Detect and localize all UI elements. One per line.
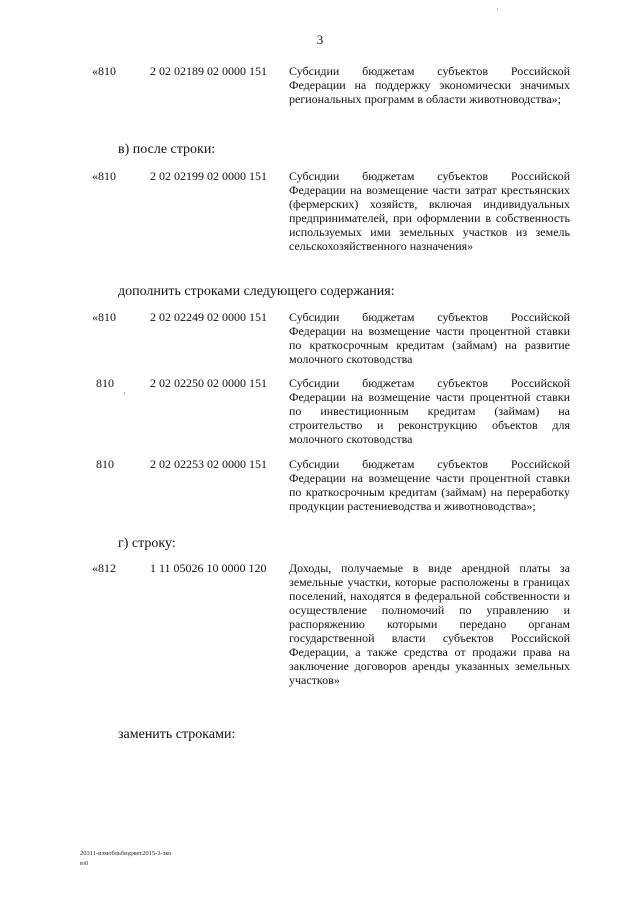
budget-code: 2 02 02189 02 0000 151 [150,64,267,78]
line-description: Субсидии бюджетам субъектов Российской Федерации на возмещение части процентной ставки по краткосрочным кредитам (займам) на переработку продукции растениеводства и животноводства»; [289,457,570,513]
budget-code: 2 02 02199 02 0000 151 [150,169,267,183]
table-row [92,169,570,253]
admin-code: «810 [92,64,116,78]
admin-code: «810 [92,169,116,183]
footer-file-suffix: ю0 [80,860,89,867]
budget-code: 2 02 02253 02 0000 151 [150,457,267,471]
scan-speck: ' [124,391,126,400]
footer-file-code: 20311-измобльбюджет2015-3-зко [80,850,172,857]
line-description: Субсидии бюджетам субъектов Российской Федерации на поддержку экономически значимых региональных программ в области животноводства»; [289,64,570,106]
scan-speck: · [496,5,499,14]
line-description: Доходы, получаемые в виде арендной платы за земельные участки, которые расположены в границах поселений, находятся в федеральной собственности и осуществление полномочий по управлению и распоряжению которыми передано органам государственной власти субъектов Российской Федерации, а также средства от продажи права на заключение договоров аренды указанных земельных участков» [289,561,570,687]
line-description: Субсидии бюджетам субъектов Российской Федерации на возмещение части процентной ставки по краткосрочным кредитам (займам) на развитие молочного скотоводства [289,310,570,366]
budget-code: 2 02 02249 02 0000 151 [150,310,267,324]
budget-code: 1 11 05026 10 0000 120 [150,561,267,575]
line-description: Субсидии бюджетам субъектов Российской Федерации на возмещение части процентной ставки по инвестиционным кредитам (займам) на строительство и реконструкцию объектов для молочного скотоводства [289,376,570,446]
page-number: 3 [316,32,324,47]
admin-code: 810 [96,457,114,471]
budget-code: 2 02 02250 02 0000 151 [150,376,267,390]
table-row [92,561,570,687]
table-row [92,376,570,446]
instruction-line-g: г) строку: [118,536,176,551]
admin-code: «812 [92,561,116,575]
instruction-add-lines: дополнить строками следующего содержания: [118,284,395,299]
instruction-replace: заменить строками: [118,727,236,742]
admin-code: 810 [96,376,114,390]
line-description: Субсидии бюджетам субъектов Российской Федерации на возмещение части затрат крестьянских (фермерских) хозяйств, включая индивидуальных предпринимателей, при оформлении в собственность используемых ими земельных участков из земель сельскохозяйственного назначения» [289,169,570,253]
instruction-after-line: в) после строки: [118,142,216,157]
admin-code: «810 [92,310,116,324]
table-row [92,457,570,513]
table-row [92,64,570,106]
table-row [92,310,570,366]
